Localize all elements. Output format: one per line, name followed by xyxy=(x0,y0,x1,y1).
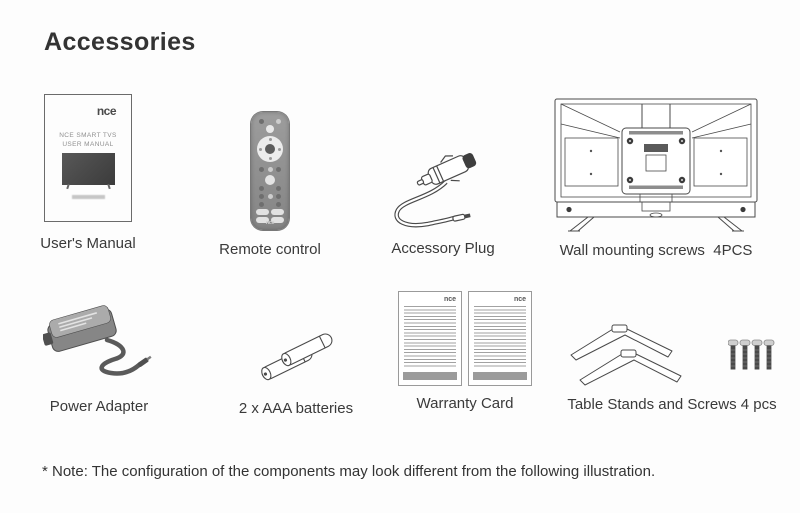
accessory-batteries xyxy=(233,324,359,417)
manual-cover-tv-image xyxy=(62,153,115,185)
batteries-label: 2 x AAA batteries xyxy=(238,400,354,417)
footnote: * Note: The configuration of the components may look different from the following illustration. xyxy=(42,463,656,480)
screws-illustration xyxy=(728,339,776,373)
accessory-wall-mounting-screws xyxy=(550,98,762,259)
accessory-remote-control xyxy=(212,112,328,258)
table-stands-illustration xyxy=(568,324,720,388)
accessory-table-stands xyxy=(556,324,788,413)
warranty-footer-bar xyxy=(473,372,527,380)
accessory-users-manual xyxy=(28,94,148,252)
manual-cover-caption xyxy=(72,195,105,199)
tv-back-illustration xyxy=(554,98,758,234)
wall-screws-label: Wall mounting screws 4PCS xyxy=(559,242,753,259)
table-stands-label: Table Stands and Screws 4 pcs xyxy=(567,396,777,413)
remote-control-label: Remote control xyxy=(219,241,321,258)
warranty-text-lines xyxy=(474,306,526,368)
remote-power-button-icon xyxy=(266,125,274,133)
nce-logo: nce xyxy=(265,220,275,226)
nce-logo: nce xyxy=(513,296,526,303)
remote-dpad-icon xyxy=(257,136,283,162)
nce-logo: nce xyxy=(96,104,116,118)
page-title: Accessories xyxy=(44,28,196,56)
manual-cover-title-line2: USER MANUAL xyxy=(62,141,114,148)
accessory-warranty-card xyxy=(394,291,536,412)
warranty-card-label: Warranty Card xyxy=(416,395,514,412)
warranty-page xyxy=(398,291,462,386)
remote-control-illustration xyxy=(251,112,289,230)
batteries-illustration xyxy=(256,324,336,388)
users-manual-illustration xyxy=(44,94,132,222)
manual-cover-title-line1: NCE SMART TVS xyxy=(59,132,117,139)
nce-logo: nce xyxy=(443,296,456,303)
accessory-plug-illustration xyxy=(382,138,504,232)
warranty-text-lines xyxy=(404,306,456,368)
warranty-footer-bar xyxy=(403,372,457,380)
power-adapter-label: Power Adapter xyxy=(49,398,149,415)
accessory-plug-label: Accessory Plug xyxy=(391,240,495,257)
users-manual-label: User's Manual xyxy=(40,235,136,252)
warranty-card-illustration xyxy=(394,291,536,386)
power-adapter-illustration xyxy=(43,294,155,380)
accessory-power-adapter xyxy=(36,294,162,415)
warranty-page xyxy=(468,291,532,386)
accessory-plug xyxy=(382,138,504,257)
remote-home-button-icon xyxy=(265,175,275,185)
